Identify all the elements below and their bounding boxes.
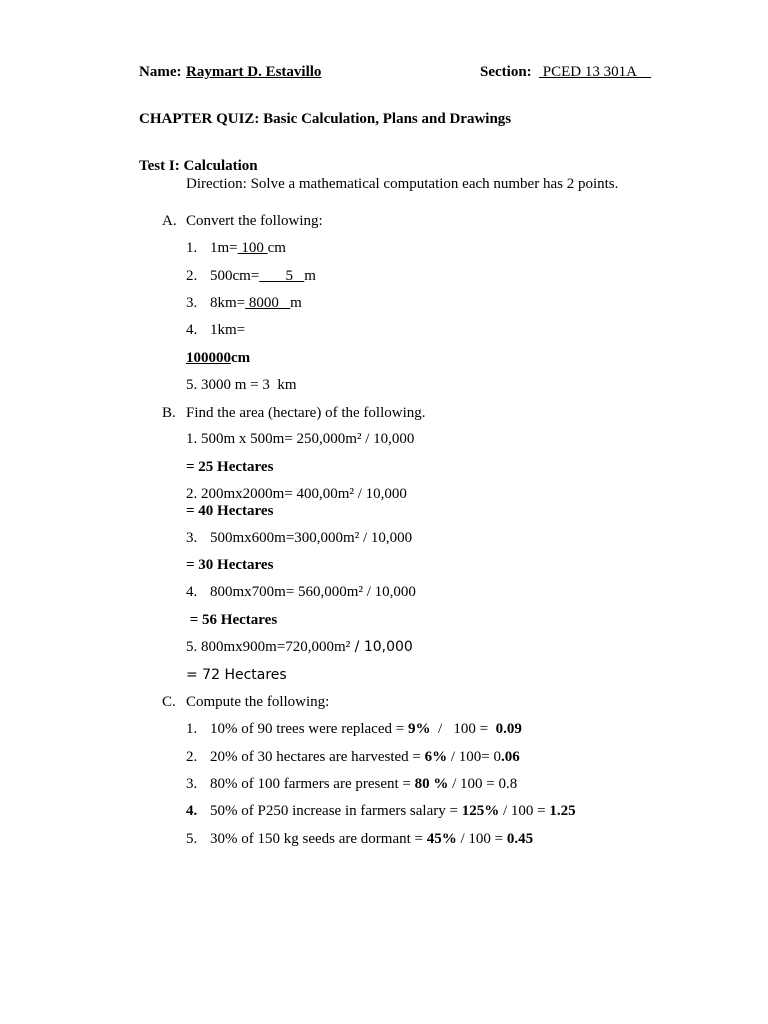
item-question: 50% of P250 increase in farmers salary = bbox=[210, 803, 462, 819]
test-direction: Direction: Solve a mathematical computation each number has 2 points. bbox=[186, 176, 619, 192]
item-percent: 6% bbox=[424, 749, 448, 765]
item-question: 20% of 30 hectares are harvested = bbox=[210, 749, 425, 765]
item-question: 80% of 100 farmers are present = bbox=[210, 776, 415, 792]
item-number: 1. bbox=[186, 721, 198, 737]
part-b-item-1-result: = 25 Hectares bbox=[186, 459, 274, 475]
item-number: 3. bbox=[186, 776, 198, 792]
item-question: 10% of 90 trees were replaced = bbox=[210, 721, 408, 737]
item-answer: .06 bbox=[501, 749, 520, 765]
part-c-item-2 bbox=[186, 748, 520, 766]
item-answer: 1.25 bbox=[549, 803, 576, 819]
part-c-item-3 bbox=[186, 775, 517, 793]
item-division: / 100 = bbox=[499, 803, 550, 819]
part-c-item-5 bbox=[186, 830, 533, 848]
part-a-item-3 bbox=[186, 294, 302, 312]
item-division: / 100 = 0.8 bbox=[448, 776, 518, 792]
part-b-item-3-result: = 30 Hectares bbox=[186, 557, 274, 573]
item-number: 4. bbox=[186, 584, 198, 600]
part-a-letter: A. bbox=[162, 213, 177, 229]
item-work: 800mx700m= 560,000m² / 10,000 bbox=[210, 584, 416, 600]
item-percent: 45% bbox=[426, 831, 457, 847]
name-value: Raymart D. Estavillo bbox=[186, 64, 322, 80]
item-percent: 9% bbox=[407, 721, 431, 737]
part-b-item-4-result: = 56 Hectares bbox=[186, 612, 278, 628]
part-b-title: Find the area (hectare) of the following. bbox=[186, 405, 426, 421]
part-b-item-2-work: 2. 200mx2000m= 400,00m² / 10,000 bbox=[186, 486, 407, 502]
item-unit: cm bbox=[231, 350, 251, 366]
quiz-title: CHAPTER QUIZ: Basic Calculation, Plans and Drawings bbox=[139, 111, 512, 127]
item-division: / 100= 0 bbox=[447, 749, 502, 765]
part-b-item-1-work: 1. 500m x 500m= 250,000m² / 10,000 bbox=[186, 431, 415, 447]
part-b-item-2-result: = 40 Hectares bbox=[186, 503, 274, 519]
item-number: 2. bbox=[186, 749, 198, 765]
part-a-title: Convert the following: bbox=[186, 213, 323, 229]
item-work: 5. 800mx900m=720,000m² bbox=[186, 639, 351, 655]
part-c-title: Compute the following: bbox=[186, 694, 330, 710]
part-a-item-5: 5. 3000 m = 3 km bbox=[186, 377, 297, 393]
item-number: 4. bbox=[186, 322, 198, 338]
item-question: 500cm= bbox=[210, 268, 260, 284]
item-answer: 8000 bbox=[245, 295, 291, 311]
part-b-item-4-work bbox=[186, 583, 416, 601]
part-b-item-5-result: = 72 Hectares bbox=[186, 667, 287, 683]
item-work-tail: / 10,000 bbox=[350, 639, 413, 655]
item-work: 500mx600m=300,000m² / 10,000 bbox=[210, 530, 413, 546]
item-percent: 125% bbox=[461, 803, 500, 819]
item-unit: m bbox=[290, 295, 302, 311]
part-c-item-1 bbox=[186, 720, 522, 738]
test-title: Test I: Calculation bbox=[139, 158, 258, 174]
part-b-item-3-work bbox=[186, 529, 412, 547]
item-number: 4. bbox=[186, 803, 198, 819]
item-answer: 100 bbox=[237, 240, 268, 256]
part-a-item-4-answer bbox=[186, 349, 250, 367]
item-division: / 100 = bbox=[430, 721, 496, 737]
part-c-item-4 bbox=[186, 802, 576, 820]
part-a-item-1 bbox=[186, 239, 286, 257]
section-label: Section: bbox=[480, 64, 532, 80]
section-value: PCED 13 301A bbox=[539, 64, 652, 80]
item-unit: m bbox=[304, 268, 316, 284]
item-answer: 0.45 bbox=[506, 831, 534, 847]
item-unit: cm bbox=[267, 240, 286, 256]
part-a-item-4 bbox=[186, 321, 245, 339]
item-question: 1m= bbox=[210, 240, 238, 256]
item-answer: 0.09 bbox=[495, 721, 522, 737]
part-b-letter: B. bbox=[162, 405, 176, 421]
item-number: 5. bbox=[186, 831, 198, 847]
item-answer: 100000 bbox=[186, 350, 231, 366]
item-question: 8km= bbox=[210, 295, 246, 311]
name-label: Name: bbox=[139, 64, 182, 80]
item-number: 3. bbox=[186, 530, 198, 546]
item-number: 3. bbox=[186, 295, 198, 311]
part-b-item-5-work bbox=[186, 638, 413, 656]
part-a-item-2 bbox=[186, 267, 316, 285]
item-question: 1km= bbox=[210, 322, 246, 338]
item-number: 2. bbox=[186, 268, 198, 284]
item-division: / 100 = bbox=[456, 831, 507, 847]
item-number: 1. bbox=[186, 240, 198, 256]
item-question: 30% of 150 kg seeds are dormant = bbox=[210, 831, 427, 847]
part-c-letter: C. bbox=[162, 694, 176, 710]
item-answer: 5 bbox=[259, 268, 305, 284]
item-percent: 80 % bbox=[414, 776, 449, 792]
